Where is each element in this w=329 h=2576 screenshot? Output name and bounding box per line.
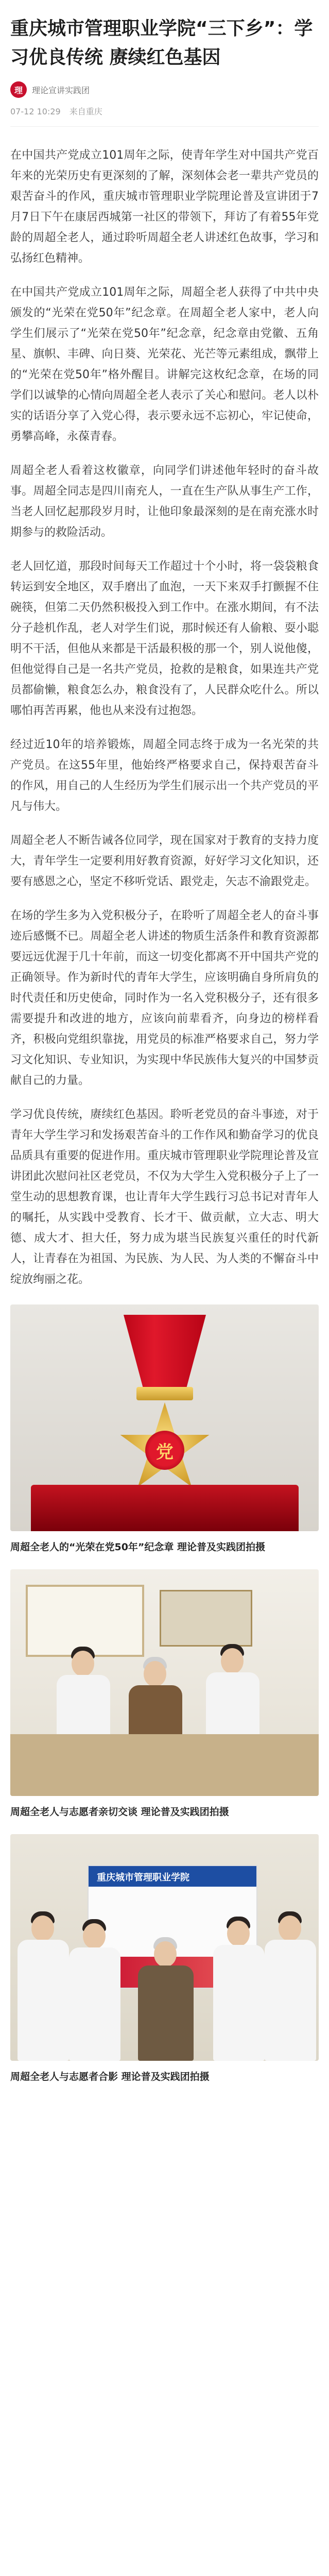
group-photo[interactable] bbox=[10, 1834, 319, 2061]
person-volunteer bbox=[265, 1940, 316, 2061]
avatar[interactable]: 理 bbox=[10, 81, 27, 98]
person-head bbox=[154, 1941, 177, 1967]
person-head bbox=[279, 1916, 301, 1941]
paragraph: 在场的学生多为入党积极分子，在聆听了周超全老人的奋斗事迹后感慨不已。周超全老人讲述的物质生活条件和教育资源都要远远优渥于几十年前，而这一切变化都离不开中国共产党的正确领导。作为新时代的青年大学生，应该明确自身所肩负的时代责任和历史使命，同时作为一名入党积极分子，还有很多需要提升和改进的地方，应该向前辈看齐，向身边的榜样看齐，积极向党组织靠拢，用党员的标准严格要求自己，努力学习文化知识、专业知识，为实现中华民族伟大复兴的中国梦贡献自己的力量。 bbox=[10, 909, 319, 1087]
person-head bbox=[227, 1921, 250, 1946]
publish-time: 07-12 10:29 bbox=[10, 107, 61, 116]
paragraph: 在中国共产党成立101周年之际，使青年学生对中国共产党百年来的光荣历史有更深刻的了解，深刻体会老一辈共产党员的艰苦奋斗的作风，重庆城市管理职业学院理论普及宣讲团于7月7日下午在康居西城第一社区的带领下，拜访了有着55年党龄的周超全老人，通过聆听周超全老人讲述红色故事，学习和弘扬红色精神。 bbox=[10, 149, 319, 265]
person-volunteer bbox=[69, 1947, 120, 2061]
person-head bbox=[83, 1923, 106, 1949]
publish-location: 来自重庆 bbox=[69, 107, 102, 116]
article-title: 重庆城市管理职业学院“三下乡”：学习优良传统 赓续红色基因 bbox=[10, 18, 313, 68]
wall-frame bbox=[160, 1590, 252, 1647]
medal-bar bbox=[136, 1387, 193, 1400]
medal-ribbon bbox=[113, 1315, 216, 1392]
party-emblem-icon: 党 bbox=[145, 1431, 184, 1470]
paragraph: 学习优良传统，赓续红色基因。聆听老党员的奋斗事迹，对于青年大学生学习和发扬艰苦奋斗的工作作风和勤奋学习的优良品质具有重要的促进作用。重庆城市管理职业学院理论普及宣讲团此次慰问社区老党员，不仅为大学生入党积极分子上了一堂生动的思想教育课，也让青年大学生践行习总书记对青年人的嘱托，从实践中受教育、长才干、做贡献，立大志、明大德、成大才、担大任，努力成为堪当民族复兴重任的时代新人，让青春在为祖国、为民族、为人民、为人类的不懈奋斗中绽放绚丽之花。 bbox=[10, 1108, 319, 1286]
paragraph: 周超全老人看着这枚徽章，向同学们讲述他年轻时的奋斗故事。周超全同志是四川南充人，一直在生产队从事生产工作，当老人回忆起那段岁月时，让他印象最深刻的是在南充涨水时期参与的救险活动。 bbox=[10, 464, 319, 539]
medal-photo[interactable] bbox=[10, 1304, 319, 1531]
banner-stripe bbox=[89, 1866, 256, 1887]
person-volunteer bbox=[213, 1945, 265, 2061]
paragraph: 周超全老人不断告诫各位同学，现在国家对于教育的支持力度大，青年学生一定要利用好教育资源，好好学习文化知识，还要有感恩之心，坚定不移听党话、跟党走，矢志不渝跟党走。 bbox=[10, 834, 319, 888]
table bbox=[10, 1734, 319, 1796]
paragraph: 经过近10年的培养锻炼，周超全同志终于成为一名光荣的共产党员。在这55年里，他始终严格要求自己，保持艰苦奋斗的作风，用自己的人生经历为学生们展示出一个共产党员的平凡与伟大。 bbox=[10, 738, 319, 813]
conversation-photo[interactable] bbox=[10, 1569, 319, 1796]
person-volunteer bbox=[18, 1940, 69, 2061]
person-head bbox=[72, 1651, 94, 1676]
author-name[interactable]: 理论宣讲实践团 bbox=[32, 85, 90, 95]
person-head bbox=[31, 1916, 54, 1941]
article-body bbox=[0, 127, 329, 2084]
photo-caption: 周超全老人的“光荣在党50年”纪念章 理论普及实践团拍摄 bbox=[10, 1541, 266, 1553]
photo-caption: 周超全老人与志愿者合影 理论普及实践团拍摄 bbox=[10, 2071, 210, 2082]
author-row[interactable] bbox=[10, 81, 319, 98]
photo-caption: 周超全老人与志愿者亲切交谈 理论普及实践团拍摄 bbox=[10, 1806, 229, 1818]
wall-frame bbox=[26, 1585, 144, 1657]
person-head bbox=[221, 1648, 244, 1674]
banner-text: 重庆城市管理职业学院 bbox=[97, 1872, 189, 1883]
paragraph: 在中国共产党成立101周年之际，周超全老人获得了中共中央颁发的“光荣在党50年”纪念章。在周超全老人家中，老人向学生们展示了“光荣在党50年”纪念章，纪念章由党徽、五角星、旗帜、丰碑、向日葵、光荣花、光芒等元素组成，飘带上的“光荣在党50年”格外醒目。讲解完这枚纪念章，在场的同学们以诚挚的心情向周超全老人表示了关心和慰问。老人以朴实的话语分享了入党心得，表示要永远不忘初心，牢记使命，勇攀高峰，永葆青春。 bbox=[10, 286, 319, 443]
medal-box bbox=[31, 1485, 299, 1531]
person-head bbox=[144, 1661, 166, 1687]
article-header bbox=[0, 0, 329, 117]
paragraph: 老人回忆道，那段时间每天工作超过十个小时，将一袋袋粮食转运到安全地区，双手磨出了血泡，一天下来双手打颤握不住碗筷，但第二天仍然积极投入到工作中。在涨水期间，有不法分子趁机作乱，老人对学生们说，那时候还有人偷粮、耍小聪明不干活，但他从来都是干活最积极的那一个，别人说他傻，但他觉得自己是一名共产党员，抢救的是粮食，如果连共产党员都偷懒，粮食怎么办，粮食没有了，人民群众吃什么。所以哪怕再苦再累，他也从来没有过抱怨。 bbox=[10, 560, 319, 717]
publish-info bbox=[10, 105, 319, 117]
person-elder bbox=[138, 1965, 194, 2061]
